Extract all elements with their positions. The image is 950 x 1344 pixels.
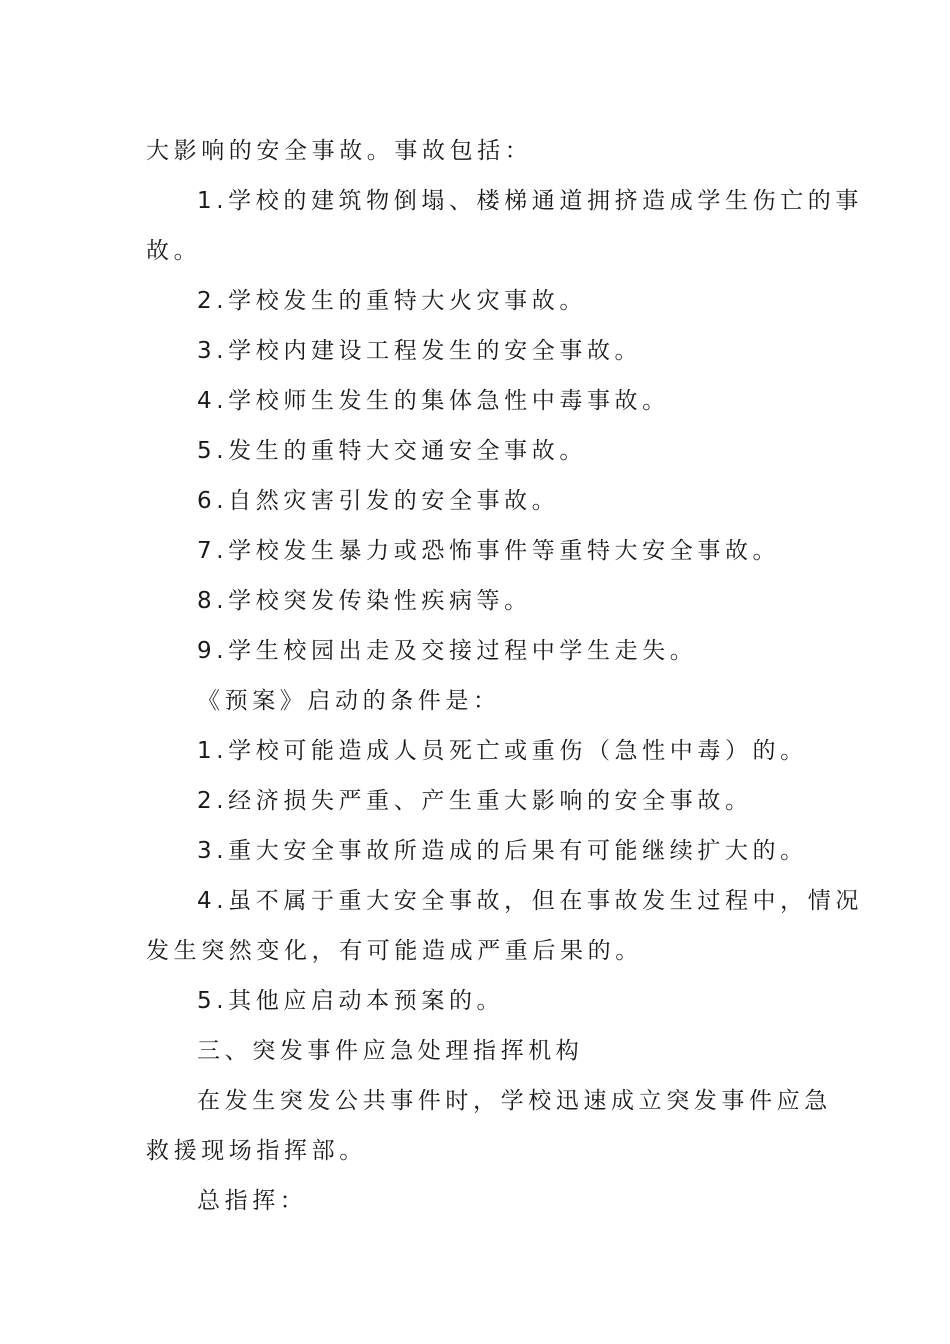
text-line: 2.学校发生的重特大火灾事故。 <box>197 288 587 314</box>
text-line: 9.学生校园出走及交接过程中学生走失。 <box>197 638 698 664</box>
text-line: 救援现场指挥部。 <box>146 1138 367 1164</box>
text-line: 5.发生的重特大交通安全事故。 <box>197 438 587 464</box>
text-line: 5.其他应启动本预案的。 <box>197 988 505 1014</box>
text-line: 2.经济损失严重、产生重大影响的安全事故。 <box>197 788 753 814</box>
text-line: 7.学校发生暴力或恐怖事件等重特大安全事故。 <box>197 538 781 564</box>
text-line: 8.学校突发传染性疾病等。 <box>197 588 532 614</box>
text-line: 1.学校的建筑物倒塌、楼梯通道拥挤造成学生伤亡的事 <box>197 188 863 214</box>
section-heading: 三、突发事件应急处理指挥机构 <box>197 1038 584 1064</box>
text-line: 《预案》启动的条件是： <box>197 688 501 714</box>
text-line: 发生突然变化，有可能造成严重后果的。 <box>146 938 643 964</box>
text-line: 故。 <box>146 238 202 264</box>
text-line: 在发生突发公共事件时，学校迅速成立突发事件应急 <box>197 1088 832 1114</box>
text-line: 3.重大安全事故所造成的后果有可能继续扩大的。 <box>197 838 808 864</box>
text-line: 总指挥： <box>197 1188 308 1214</box>
text-line: 1.学校可能造成人员死亡或重伤（急性中毒）的。 <box>197 738 808 764</box>
text-line: 4.虽不属于重大安全事故，但在事故发生过程中，情况 <box>197 888 863 914</box>
text-line: 大影响的安全事故。事故包括： <box>146 138 533 164</box>
text-line: 4.学校师生发生的集体急性中毒事故。 <box>197 388 670 414</box>
text-line: 6.自然灾害引发的安全事故。 <box>197 488 560 514</box>
text-line: 3.学校内建设工程发生的安全事故。 <box>197 338 643 364</box>
